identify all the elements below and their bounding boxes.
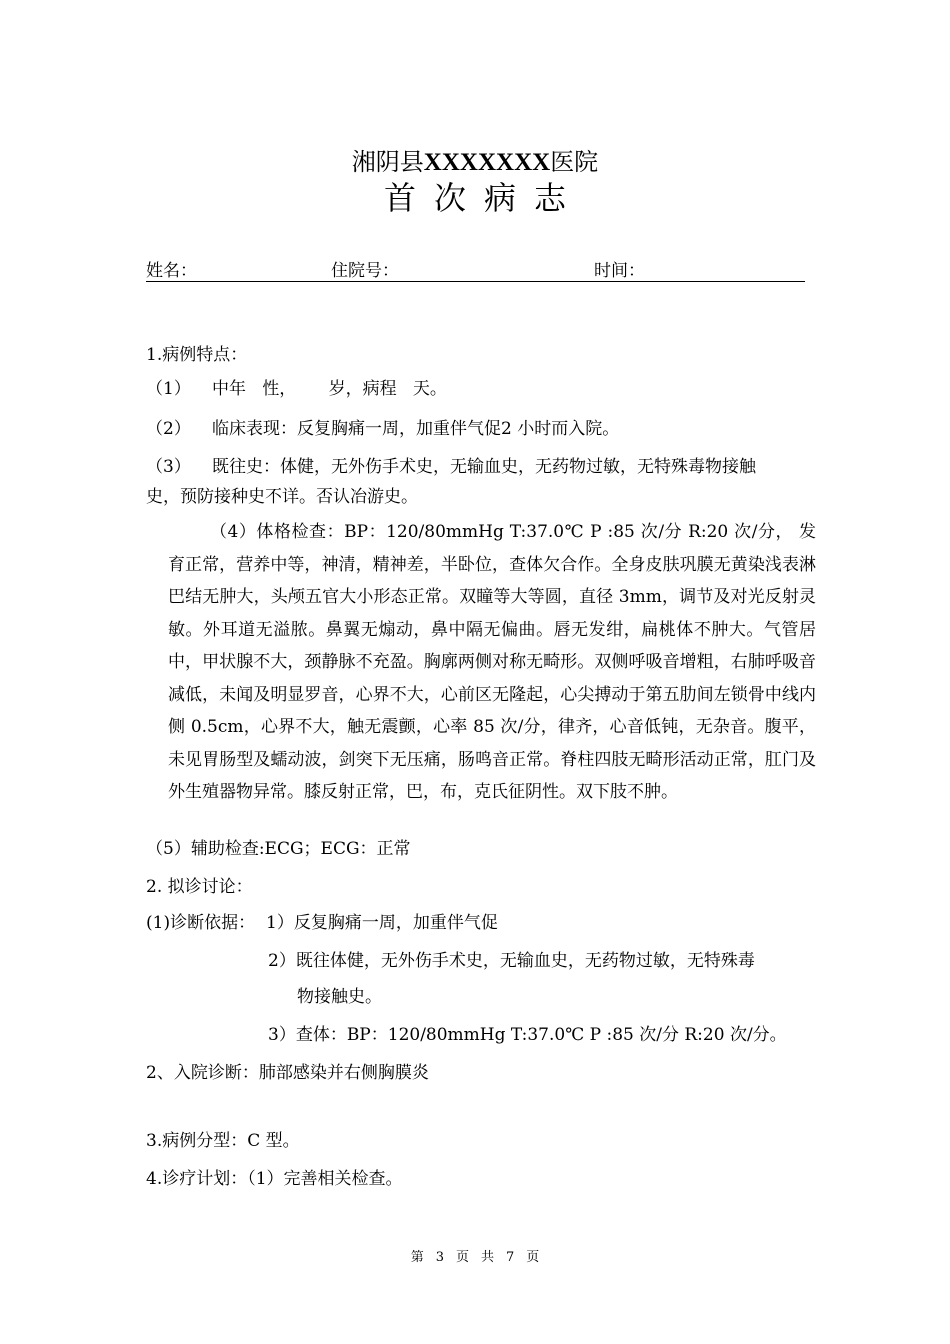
footer-total-word: 共 xyxy=(481,1250,495,1265)
document-title: 首次病志 xyxy=(383,179,584,217)
footer-page-number: 3 xyxy=(435,1250,444,1265)
diagnosis-basis-1: 1）反复胸痛一周，加重伴气促 xyxy=(266,913,498,933)
admission-number-label: 住院号： xyxy=(331,261,399,281)
item1-number: （1） xyxy=(146,379,191,399)
footer-total-number: 7 xyxy=(506,1250,515,1265)
section2-heading: 2. 拟诊讨论： xyxy=(146,877,253,897)
time-label: 时间： xyxy=(594,261,645,281)
footer-page-word: 第 xyxy=(410,1250,424,1265)
diagnosis-basis-3: 3）查体：BP：120/80mmHg T:37.0℃ P :85 次/分 R:20 次/分。 xyxy=(268,1025,787,1045)
item2-number: （2） xyxy=(146,419,191,439)
name-label: 姓名： xyxy=(146,261,197,281)
admission-diagnosis: 2、入院诊断：肺部感染并右侧胸膜炎 xyxy=(146,1063,429,1083)
item3-text-line1: 既往史：体健，无外伤手术史，无输血史，无药物过敏，无特殊毒物接触 xyxy=(212,457,756,477)
diagnosis-basis-label: (1)诊断依据： xyxy=(146,913,256,933)
item1-text: 中年 性， 岁，病程 天。 xyxy=(212,379,447,399)
physical-exam-text: （4）体格检查：BP：120/80mmHg T:37.0℃ P :85 次/分 R:20 次/分， 发育正常，营养中等，神清，精神差，半卧位，查体欠合作。全身皮肤巩膜无黄染浅表淋巴结无肿大，头颅五官大小形态正常。双瞳等大等圆，直径 3mm，调节及对光反射灵敏。外耳道无溢脓。鼻翼无煽动，鼻中隔无偏曲。唇无发绀，扁桃体不肿大。气管居中，甲状腺不大，颈静脉不充盈。胸廓两侧对称无畸形。双侧呼吸音增粗，右肺呼吸音减低，未闻及明显罗音，心界不大，心前区无隆起，心尖搏动于第五肋间左锁骨中线内侧 0.5cm，心界不大，触无震颤，心率 85 次/分，律齐，心音低钝，无杂音。腹平，未见胃肠型及蠕动波，剑突下无压痛，肠鸣音正常。脊柱四肢无畸形活动正常，肛门及外生殖器物异常。膝反射正常，巴，布，克氏征阴性。双下肢不肿。 xyxy=(168,522,816,802)
hospital-name: XXXXXXX xyxy=(423,149,551,176)
item2-text: 临床表现：反复胸痛一周，加重伴气促2 小时而入院。 xyxy=(212,419,620,439)
item3-number: （3） xyxy=(146,457,191,477)
page-footer xyxy=(0,1249,950,1267)
hospital-title xyxy=(0,146,950,179)
footer-page-unit: 页 xyxy=(455,1250,469,1265)
footer-total-unit: 页 xyxy=(526,1250,540,1265)
physical-exam-paragraph xyxy=(168,516,816,809)
header-underline xyxy=(146,281,805,282)
item5-text: （5）辅助检查:ECG；ECG：正常 xyxy=(146,839,411,859)
hospital-suffix: 医院 xyxy=(550,148,599,176)
county-name: 湘阴县 xyxy=(351,148,424,176)
section1-heading: 1.病例特点： xyxy=(146,345,248,365)
case-type: 3.病例分型：C 型。 xyxy=(146,1131,300,1151)
treatment-plan: 4.诊疗计划：（1）完善相关检查。 xyxy=(146,1169,403,1189)
diagnosis-basis-2-line2: 物接触史。 xyxy=(297,987,382,1007)
item3-text-line2: 史，预防接种史不详。否认冶游史。 xyxy=(146,487,418,507)
diagnosis-basis-2-line1: 2）既往体健，无外伤手术史，无输血史，无药物过敏，无特殊毒 xyxy=(268,951,755,971)
